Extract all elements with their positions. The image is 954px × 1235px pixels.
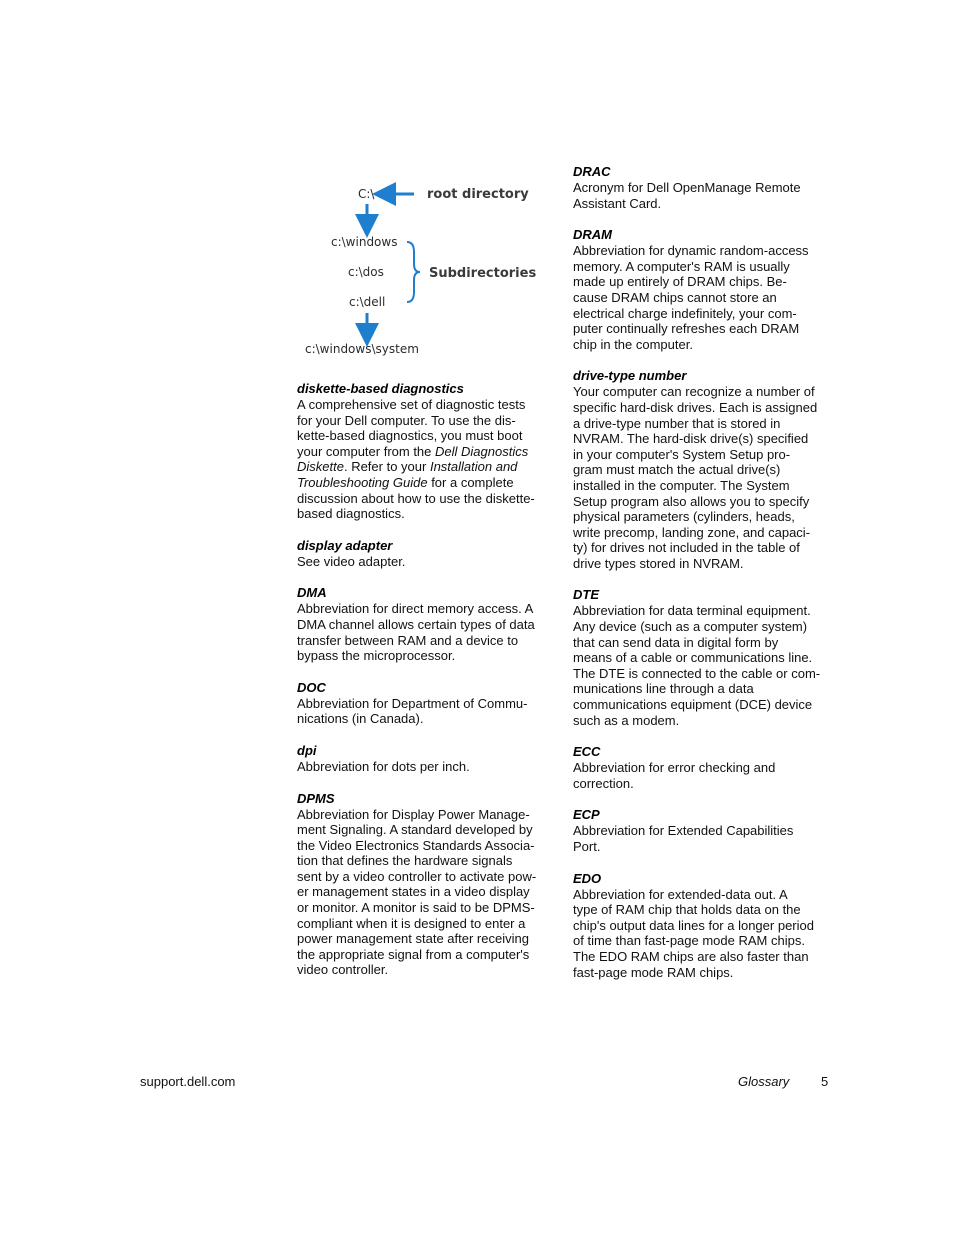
definition-line: based diagnostics. <box>297 506 405 522</box>
directory-tree-diagram <box>296 172 556 372</box>
glossary-term: DRAC <box>573 164 611 179</box>
sub-path-windows: c:\windows <box>331 235 398 249</box>
definition-line: physical parameters (cylinders, heads, <box>573 509 795 525</box>
glossary-entry-dram <box>573 226 831 352</box>
definition-line: kette-based diagnostics, you must boot <box>297 428 523 444</box>
glossary-entry-dpms <box>297 790 555 979</box>
definition-line: chip's output data lines for a longer period <box>573 917 814 933</box>
definition-line: Abbreviation for data terminal equipment. <box>573 603 811 619</box>
definition-line: puter continually refreshes each DRAM <box>573 321 800 337</box>
definition-line: type of RAM chip that holds data on the <box>573 902 801 918</box>
definition-line: transfer between RAM and a device to <box>297 632 519 648</box>
definition-line: of time than fast-page mode RAM chips. <box>573 933 805 949</box>
root-directory-label: root directory <box>427 187 529 202</box>
glossary-definition <box>573 384 831 571</box>
italic-title-text: Diskette <box>297 459 344 475</box>
definition-line: made up entirely of DRAM chips. Be- <box>573 274 787 290</box>
glossary-definition <box>573 887 831 981</box>
definition-line: bypass the microprocessor. <box>297 648 456 664</box>
definition-line: fast-page mode RAM chips. <box>573 964 734 980</box>
definition-line: video controller. <box>297 962 389 978</box>
definition-line: Abbreviation for Extended Capabilities <box>573 823 794 839</box>
glossary-entry-doc <box>297 679 555 727</box>
glossary-definition <box>573 243 831 352</box>
definition-line: Abbreviation for dots per inch. <box>297 758 470 774</box>
definition-line: gram must match the actual drive(s) <box>573 462 781 478</box>
root-path-label: C:\ <box>358 187 375 201</box>
footer-site: support.dell.com <box>140 1074 236 1089</box>
subdirectories-label: Subdirectories <box>429 266 537 281</box>
definition-line <box>297 459 555 475</box>
definition-line: for your Dell computer. To use the dis- <box>297 412 516 428</box>
definition-line: Setup program also allows you to specify <box>573 493 810 509</box>
glossary-term: DMA <box>297 585 327 601</box>
glossary-term: ECP <box>573 807 600 823</box>
definition-line: Port. <box>573 839 601 854</box>
definition-line: A comprehensive set of diagnostic tests <box>297 397 526 412</box>
definition-line: Abbreviation for Display Power Manage- <box>297 806 530 822</box>
brace-icon <box>407 242 420 302</box>
definition-line: such as a modem. <box>573 712 680 728</box>
glossary-entry-edo <box>573 870 831 981</box>
glossary-entry-dpi <box>297 742 555 775</box>
definition-line: The EDO RAM chips are also faster than <box>573 948 809 964</box>
glossary-definition <box>297 759 555 775</box>
glossary-term: dpi <box>297 742 317 758</box>
definition-line: Acronym for Dell OpenManage Remote <box>573 180 801 195</box>
definition-line: See video adapter. <box>297 553 406 569</box>
glossary-entry-diskette-based-diagnostics <box>297 380 555 522</box>
definition-line: nications (in Canada). <box>297 711 424 727</box>
definition-line: power management state after receiving <box>297 931 529 947</box>
glossary-term: EDO <box>573 870 602 886</box>
definition-line: sent by a video controller to activate pow- <box>297 868 537 884</box>
definition-line: installed in the computer. The System <box>573 477 790 493</box>
definition-line: tion that defines the hardware signals <box>297 853 513 869</box>
definition-line: NVRAM. The hard-disk drive(s) specified <box>573 431 809 447</box>
definition-line: write precomp, landing zone, and capaci- <box>573 524 811 540</box>
glossary-term: display adapter <box>297 537 393 553</box>
glossary-definition <box>573 760 831 791</box>
glossary-definition <box>297 807 555 979</box>
definition-line <box>297 475 555 491</box>
glossary-definition <box>297 397 555 522</box>
sub-path-dos: c:\dos <box>348 265 384 279</box>
definition-line: er management states in a video display <box>297 884 530 900</box>
definition-line: Abbreviation for Department of Commu- <box>297 695 528 711</box>
definition-line: chip in the computer. <box>573 336 693 352</box>
glossary-entry-dte <box>573 586 831 728</box>
definition-line: Abbreviation for extended-data out. A <box>573 886 788 902</box>
definition-line: ment Signaling. A standard developed by <box>297 822 533 838</box>
glossary-definition <box>573 603 831 728</box>
definition-line: drive types stored in NVRAM. <box>573 555 744 571</box>
definition-line: specific hard-disk drives. Each is assigned <box>573 399 818 415</box>
footer-page-number: 5 <box>821 1074 829 1089</box>
definition-line <box>297 444 555 460</box>
definition-line: the appropriate signal from a computer's <box>297 946 530 962</box>
definition-line: Abbreviation for direct memory access. A <box>297 601 534 617</box>
definition-line: The DTE is connected to the cable or com- <box>573 665 821 681</box>
definition-line: electrical charge indefinitely, your com- <box>573 305 797 321</box>
definition-line: Any device (such as a computer system) <box>573 619 808 635</box>
glossary-entry-display-adapter <box>297 537 555 570</box>
glossary-right-column <box>573 163 831 995</box>
definition-line: cause DRAM chips cannot store an <box>573 289 777 305</box>
sub-path-dell: c:\dell <box>349 295 386 309</box>
definition-line: Abbreviation for error checking and <box>573 760 776 776</box>
definition-line: DMA channel allows certain types of data <box>297 616 535 632</box>
directory-tree-svg <box>296 172 556 372</box>
definition-line: or monitor. A monitor is said to be DPMS- <box>297 900 535 916</box>
leaf-path-label: c:\windows\system <box>305 342 419 356</box>
italic-title-text: Installation and <box>429 459 518 475</box>
definition-line: in your computer's System Setup pro- <box>573 446 791 462</box>
definition-line: a drive-type number that is stored in <box>573 415 781 431</box>
glossary-entry-ecp <box>573 806 831 854</box>
glossary-entry-drive-type-number <box>573 367 831 571</box>
italic-title-text: Troubleshooting Guide <box>297 474 428 490</box>
glossary-term: DPMS <box>297 790 335 806</box>
definition-line: Abbreviation for dynamic random-access <box>573 243 809 259</box>
italic-title-text: Dell Diagnostics <box>435 443 529 459</box>
definition-line: Your computer can recognize a number of <box>573 384 815 400</box>
glossary-definition <box>573 823 831 854</box>
definition-line: communications equipment (DCE) device <box>573 697 813 713</box>
definition-line: correction. <box>573 775 634 791</box>
glossary-definition <box>297 554 555 570</box>
footer-section-title: Glossary <box>738 1074 790 1089</box>
definition-text: your computer from the <box>297 443 435 459</box>
glossary-definition <box>573 180 831 211</box>
definition-line: discussion about how to use the diskette- <box>297 490 535 506</box>
definition-line: that can send data in digital form by <box>573 634 779 650</box>
definition-line: Assistant Card. <box>573 195 662 211</box>
definition-text: for a complete <box>427 474 514 490</box>
definition-line: munications line through a data <box>573 681 754 697</box>
glossary-definition <box>297 601 555 663</box>
glossary-term: DTE <box>573 587 599 603</box>
glossary-entry-ecc <box>573 743 831 791</box>
glossary-left-column <box>297 380 555 993</box>
glossary-term: DOC <box>297 679 326 695</box>
glossary-term: DRAM <box>573 227 612 243</box>
glossary-entry-drac <box>573 163 831 211</box>
glossary-definition <box>297 696 555 727</box>
definition-line: memory. A computer's RAM is usually <box>573 258 790 274</box>
definition-line: compliant when it is designed to enter a <box>297 915 526 931</box>
definition-text: . Refer to your <box>343 459 430 475</box>
glossary-entry-dma <box>297 584 555 663</box>
definition-line: the Video Electronics Standards Associa- <box>297 837 535 853</box>
glossary-term: ECC <box>573 744 601 760</box>
definition-line: ty) for drives not included in the table of <box>573 540 800 556</box>
glossary-term: diskette-based diagnostics <box>297 381 464 396</box>
glossary-term: drive-type number <box>573 368 687 384</box>
definition-line: means of a cable or communications line. <box>573 650 813 666</box>
